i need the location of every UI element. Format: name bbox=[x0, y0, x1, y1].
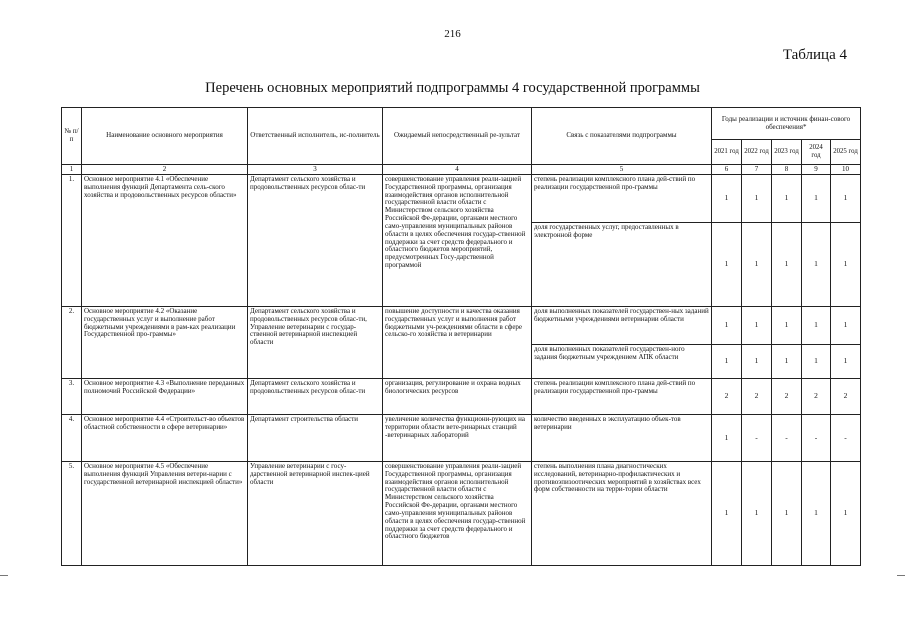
year-value: 2 bbox=[712, 379, 742, 415]
header-year: 2021 год bbox=[712, 140, 742, 165]
year-value: 1 bbox=[742, 345, 772, 379]
year-value: 2 bbox=[742, 379, 772, 415]
year-value: 1 bbox=[712, 462, 742, 566]
executor: Департамент строительства области bbox=[248, 415, 383, 462]
expected-result: повышение доступности и качества оказания государственных услуг и выполнения работ бюджетными уч-реждениями области в сфере сельско-го хозяйства и ветеринарии bbox=[383, 307, 532, 379]
year-value: 1 bbox=[772, 307, 802, 345]
year-value: 1 bbox=[712, 307, 742, 345]
year-value: 1 bbox=[802, 345, 831, 379]
year-value: - bbox=[802, 415, 831, 462]
year-value: 1 bbox=[831, 175, 861, 223]
year-value: 1 bbox=[772, 462, 802, 566]
year-value: 2 bbox=[772, 379, 802, 415]
year-value: 1 bbox=[831, 307, 861, 345]
header-years-group: Годы реализации и источник финан-сового обеспечения* bbox=[712, 108, 861, 140]
year-value: 1 bbox=[742, 462, 772, 566]
expected-result: организация, регулирование и охрана водных биологических ресурсов bbox=[383, 379, 532, 415]
header-year: 2025 год bbox=[831, 140, 861, 165]
activity-name: Основное мероприятие 4.3 «Выполнение переданных полномочий Российской Федерации» bbox=[82, 379, 248, 415]
column-number: 10 bbox=[831, 165, 861, 175]
year-value: 1 bbox=[742, 175, 772, 223]
column-number: 8 bbox=[772, 165, 802, 175]
column-number: 9 bbox=[802, 165, 831, 175]
page-number: 216 bbox=[444, 28, 461, 40]
year-value: - bbox=[742, 415, 772, 462]
activity-name: Основное мероприятие 4.1 «Обеспечение выполнения функций Департамента сель-ского хозяйства и продовольственных ресурсов области» bbox=[82, 175, 248, 307]
executor: Управление ветеринарии с госу-дарственной ветеринарной инспек-цией области bbox=[248, 462, 383, 566]
year-value: 1 bbox=[802, 462, 831, 566]
indicator: доля выполненных показателей государствен-ного задания бюджетным учреждением АПК области bbox=[532, 345, 712, 379]
table-row bbox=[62, 307, 861, 345]
year-value: 1 bbox=[831, 223, 861, 307]
page-title: Перечень основных мероприятий подпрограммы 4 государственной программы bbox=[205, 80, 700, 96]
year-value: 1 bbox=[712, 415, 742, 462]
column-number: 7 bbox=[742, 165, 772, 175]
year-value: 1 bbox=[712, 223, 742, 307]
table-row bbox=[62, 175, 861, 223]
row-num: 3. bbox=[62, 379, 82, 415]
indicator: доля государственных услуг, предоставленных в электронной форме bbox=[532, 223, 712, 307]
header-executor: Ответственный исполнитель, ис-полнитель bbox=[248, 108, 383, 165]
activity-name: Основное мероприятие 4.2 «Оказание государственных услуг и выполнение работ бюджетными учреждениями в рам-ках реализации Государственной про-граммы» bbox=[82, 307, 248, 379]
activity-name: Основное мероприятие 4.4 «Строительст-во объектов областной собственности в сфере ветеринарии» bbox=[82, 415, 248, 462]
year-value: - bbox=[772, 415, 802, 462]
indicator: степень выполнения плана диагностических исследований, ветеринарно-профилактических и противоэпизоотических мероприятий в хозяйствах всех форм собственности на терри-тории области bbox=[532, 462, 712, 566]
executor: Департамент сельского хозяйства и продовольственных ресурсов облас-ти bbox=[248, 175, 383, 307]
row-num: 2. bbox=[62, 307, 82, 379]
header-indicators: Связь с показателями подпрограммы bbox=[532, 108, 712, 165]
expected-result: совершенствование управления реали-зацией Государственной программы, организация взаимодействия органов исполнительной государственной власти области с Министерством сельского хозяйства Российской Фе-дерации, органами местного само-управления муниципальных районов области в целях обеспечения государ-ственной поддержки за счет средств федерального и областного бюджетов мероприятий, предусмотренных Госу-дарственной программой bbox=[383, 175, 532, 307]
executor: Департамент сельского хозяйства и продовольственных ресурсов облас-ти, Управление ветеринарии с государ-ственной ветеринарной инспекцией области bbox=[248, 307, 383, 379]
indicator: количество введенных в эксплуатацию объек-тов ветеринарии bbox=[532, 415, 712, 462]
row-num: 5. bbox=[62, 462, 82, 566]
header-year: 2022 год bbox=[742, 140, 772, 165]
column-number: 2 bbox=[82, 165, 248, 175]
scan-edge-mark bbox=[0, 575, 8, 576]
row-num: 1. bbox=[62, 175, 82, 307]
executor: Департамент сельского хозяйства и продовольственных ресурсов облас-ти bbox=[248, 379, 383, 415]
year-value: 1 bbox=[772, 345, 802, 379]
header-name: Наименование основного мероприятия bbox=[82, 108, 248, 165]
table-label: Таблица 4 bbox=[782, 47, 847, 63]
column-number: 4 bbox=[383, 165, 532, 175]
year-value: 2 bbox=[831, 379, 861, 415]
year-value: 1 bbox=[802, 223, 831, 307]
column-number: 6 bbox=[712, 165, 742, 175]
header-num: № п/п bbox=[62, 108, 82, 165]
activities-table bbox=[61, 107, 861, 566]
header-result: Ожидаемый непосредственный ре-зультат bbox=[383, 108, 532, 165]
indicator: степень реализации комплексного плана дей-ствий по реализации государственной про-граммы bbox=[532, 175, 712, 223]
indicator: доля выполненных показателей государствен-ных заданий бюджетными учреждениями ветеринарии области bbox=[532, 307, 712, 345]
year-value: 1 bbox=[772, 223, 802, 307]
year-value: 1 bbox=[772, 175, 802, 223]
year-value: 1 bbox=[712, 175, 742, 223]
year-value: 1 bbox=[742, 223, 772, 307]
year-value: 1 bbox=[802, 175, 831, 223]
column-number: 3 bbox=[248, 165, 383, 175]
table-row bbox=[62, 415, 861, 462]
year-value: 1 bbox=[712, 345, 742, 379]
column-number: 5 bbox=[532, 165, 712, 175]
year-value: 1 bbox=[831, 462, 861, 566]
table-row bbox=[62, 462, 861, 566]
year-value: 2 bbox=[802, 379, 831, 415]
header-year: 2023 год bbox=[772, 140, 802, 165]
table-row bbox=[62, 379, 861, 415]
header-year: 2024 год bbox=[802, 140, 831, 165]
expected-result: увеличение количества функциони-рующих на территории области вете-ринарных станций -ветеринарных лабораторий bbox=[383, 415, 532, 462]
column-number-row bbox=[62, 165, 861, 175]
row-num: 4. bbox=[62, 415, 82, 462]
year-value: - bbox=[831, 415, 861, 462]
expected-result: совершенствование управления реали-зацией Государственной программы, организация взаимодействия органов исполнительной государственной власти области с Министерством сельского хозяйства Российской Фе-дерации, органами местного само-управления муниципальных районов области в целях обеспечения государ-ственной поддержки за счет средств федерального и областного бюджетов bbox=[383, 462, 532, 566]
indicator: степень реализации комплексного плана дей-ствий по реализации государственной про-граммы bbox=[532, 379, 712, 415]
scan-edge-mark bbox=[897, 575, 905, 576]
year-value: 1 bbox=[742, 307, 772, 345]
year-value: 1 bbox=[831, 345, 861, 379]
year-value: 1 bbox=[802, 307, 831, 345]
column-number: 1 bbox=[62, 165, 82, 175]
activity-name: Основное мероприятие 4.5 «Обеспечение выполнения функций Управления ветери-нарии с государственной ветеринарной инспекцией области» bbox=[82, 462, 248, 566]
